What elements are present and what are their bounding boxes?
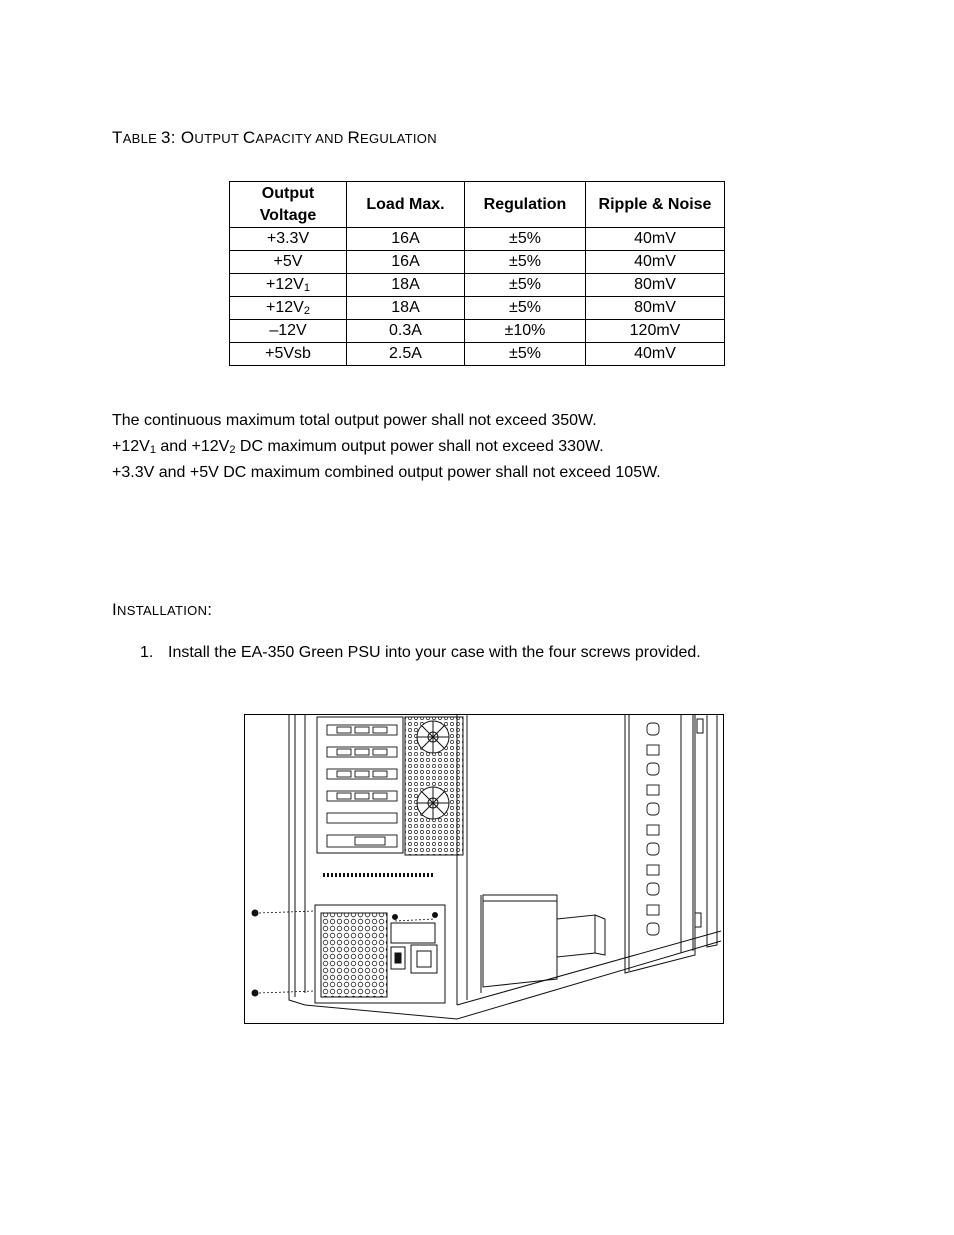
table-caption: TABLE 3: OUTPUT CAPACITY AND REGULATION <box>112 128 437 147</box>
cell-load: 18A <box>347 297 465 320</box>
output-capacity-table <box>229 181 725 366</box>
psu-installation-illustration-icon <box>244 714 724 1024</box>
cell-regulation: ±10% <box>465 320 586 343</box>
cell-load: 16A <box>347 251 465 274</box>
cell-voltage: +5Vsb <box>230 343 347 366</box>
cell-ripple: 80mV <box>586 274 725 297</box>
table-row <box>230 228 725 251</box>
cell-load: 2.5A <box>347 343 465 366</box>
cell-ripple: 80mV <box>586 297 725 320</box>
cell-load: 16A <box>347 228 465 251</box>
table-row <box>230 297 725 320</box>
cell-ripple: 40mV <box>586 343 725 366</box>
header-output-voltage: Output Voltage <box>230 182 347 228</box>
cell-ripple: 40mV <box>586 228 725 251</box>
psu-case-drawing <box>245 715 723 1023</box>
step-text: Install the EA-350 Green PSU into your case with the four screws provided. <box>168 644 701 661</box>
cell-load: 0.3A <box>347 320 465 343</box>
installation-heading: INSTALLATION: <box>112 600 213 619</box>
cell-voltage: $+12V_1$ <box>230 274 347 297</box>
cell-regulation: ±5% <box>465 228 586 251</box>
cell-ripple: 40mV <box>586 251 725 274</box>
cell-regulation: ±5% <box>465 297 586 320</box>
table-row <box>230 320 725 343</box>
cell-regulation: ±5% <box>465 251 586 274</box>
cell-voltage: $+12V_2$ <box>230 297 347 320</box>
cell-voltage: +5V <box>230 251 347 274</box>
header-regulation: Regulation <box>465 182 586 228</box>
cell-load: 18A <box>347 274 465 297</box>
table-row <box>230 274 725 297</box>
step-number: 1. <box>140 644 154 661</box>
header-load-max: Load Max. <box>347 182 465 228</box>
cell-ripple: 120mV <box>586 320 725 343</box>
header-ripple-noise: Ripple & Noise <box>586 182 725 228</box>
cell-voltage: +3.3V <box>230 228 347 251</box>
table-header-row <box>230 182 725 228</box>
table-row <box>230 251 725 274</box>
paragraph-12v-power: $+12V_1$ and $+12V_2$ DC maximum output power shall not exceed 330W. <box>112 438 604 456</box>
cell-regulation: ±5% <box>465 343 586 366</box>
cell-regulation: ±5% <box>465 274 586 297</box>
cell-voltage: –12V <box>230 320 347 343</box>
paragraph-combined-power: +3.3V and +5V DC maximum combined output power shall not exceed 105W. <box>112 464 661 481</box>
table-row <box>230 343 725 366</box>
paragraph-total-power: The continuous maximum total output power shall not exceed 350W. <box>112 412 597 429</box>
